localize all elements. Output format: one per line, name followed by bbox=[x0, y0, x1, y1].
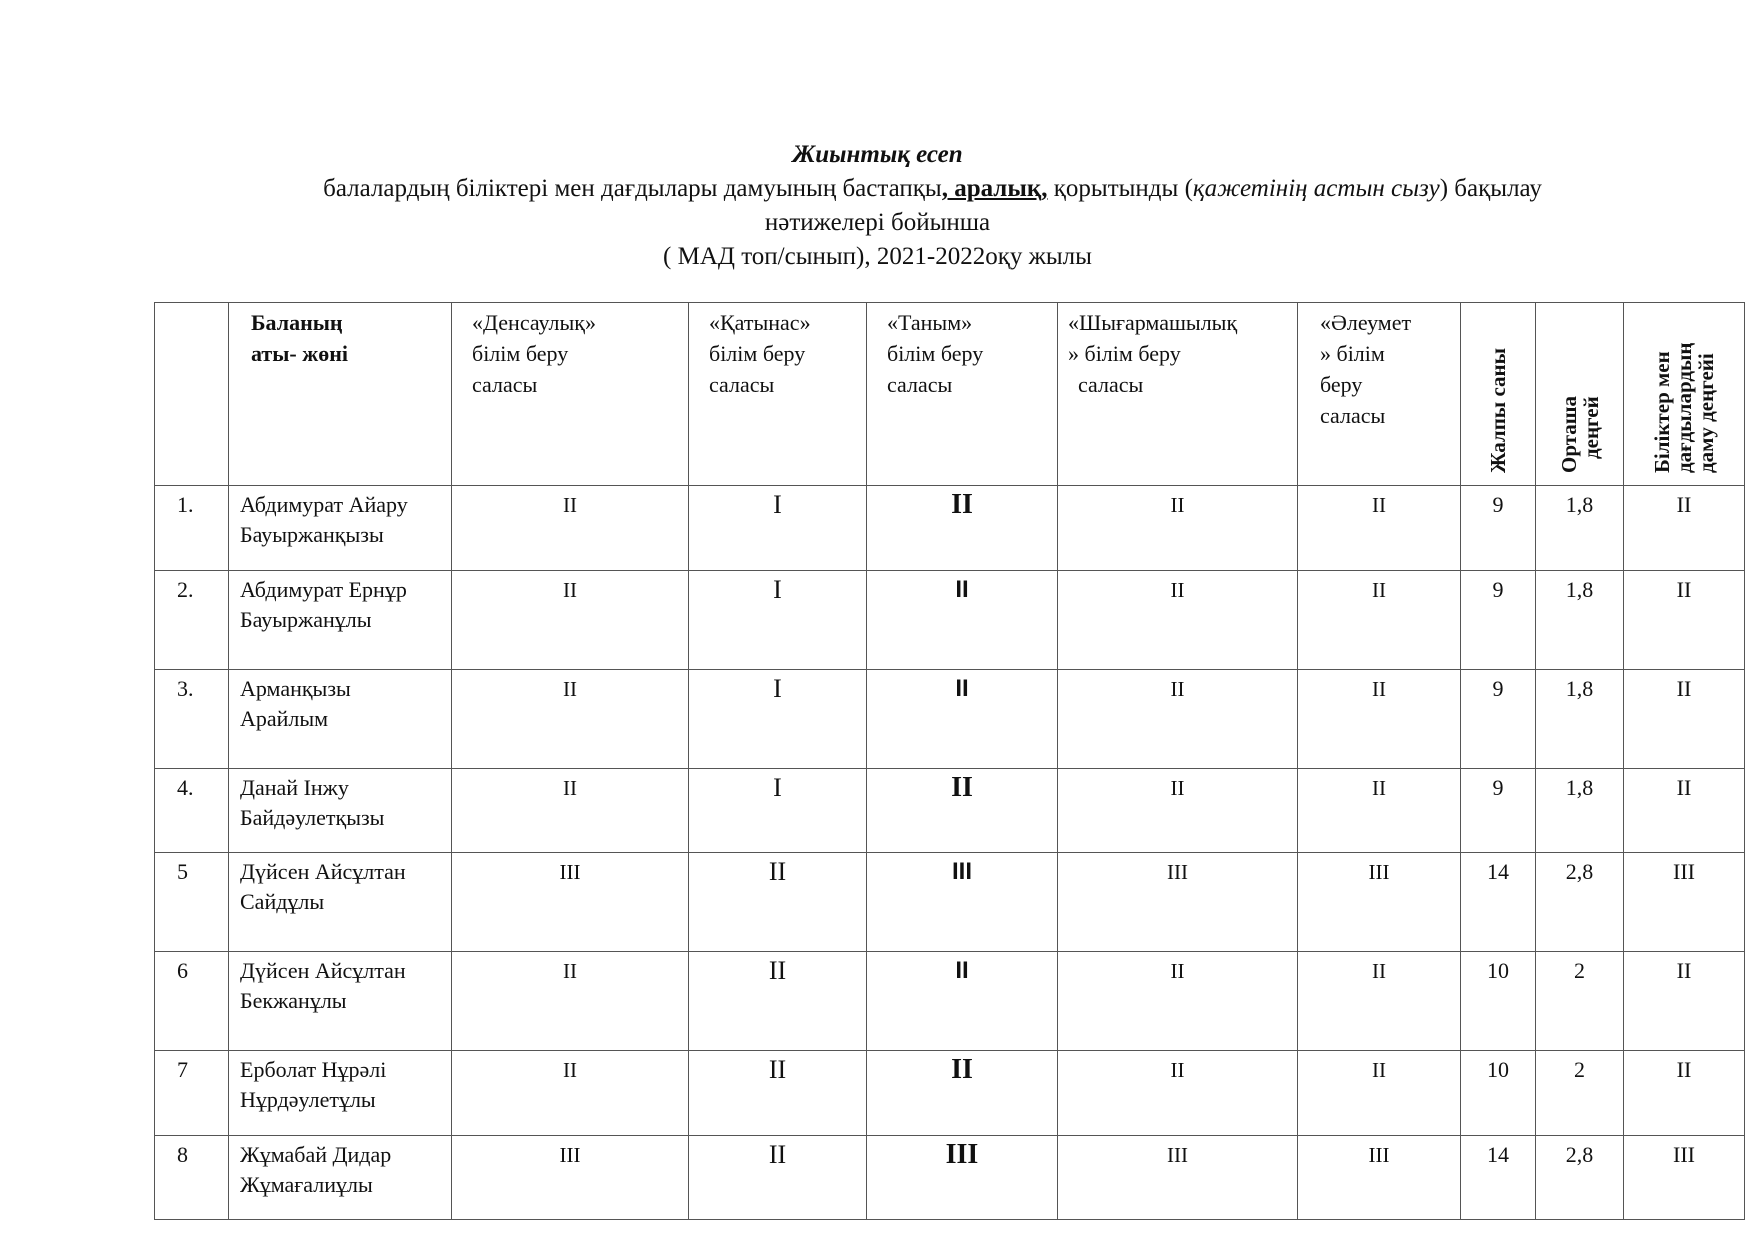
cognition-level: II bbox=[951, 1054, 973, 1085]
child-name-line: Жұмағалиұлы bbox=[240, 1172, 373, 1197]
cognition-level: II bbox=[955, 675, 969, 702]
cell-communication bbox=[689, 853, 867, 952]
cell-number bbox=[155, 952, 229, 1051]
cell-communication bbox=[689, 1136, 867, 1220]
child-name-line: Бауыржанқызы bbox=[240, 522, 384, 547]
cell-average bbox=[1536, 952, 1624, 1051]
social-level: II bbox=[1372, 493, 1386, 517]
table-row bbox=[155, 952, 1745, 1051]
child-name-line: Абдимурат Айару bbox=[240, 492, 408, 517]
cell-number bbox=[155, 853, 229, 952]
creativity-level: III bbox=[1167, 1143, 1188, 1167]
child-name-line: Жұмабай Дидар bbox=[240, 1142, 392, 1167]
development-level: III bbox=[1673, 1142, 1695, 1167]
cell-number bbox=[155, 769, 229, 853]
health-level: II bbox=[563, 1058, 577, 1082]
cell-number bbox=[155, 571, 229, 670]
development-level: II bbox=[1676, 577, 1692, 602]
health-level: II bbox=[563, 578, 577, 602]
cell-number bbox=[155, 1051, 229, 1136]
cell-level bbox=[1624, 571, 1745, 670]
communication-level: II bbox=[768, 857, 787, 886]
header-health bbox=[452, 303, 689, 486]
social-level: III bbox=[1368, 860, 1390, 884]
subtitle-underlined-stage: , аралық, bbox=[941, 175, 1048, 202]
cell-level bbox=[1624, 952, 1745, 1051]
summary-table bbox=[154, 302, 1745, 1220]
cell-total bbox=[1461, 1136, 1536, 1220]
cell-total bbox=[1461, 952, 1536, 1051]
communication-level: II bbox=[768, 1140, 787, 1169]
header-social-line: » білім bbox=[1320, 341, 1385, 366]
average-level: 2,8 bbox=[1565, 859, 1594, 884]
header-creativity-line: » білім беру bbox=[1068, 341, 1181, 366]
row-number: 7 bbox=[177, 1057, 188, 1082]
health-level: II bbox=[563, 959, 577, 983]
header-level-label bbox=[1651, 343, 1717, 473]
table-row bbox=[155, 1051, 1745, 1136]
cell-cognition bbox=[867, 769, 1058, 853]
average-level: 1,8 bbox=[1565, 676, 1594, 701]
social-level: II bbox=[1372, 776, 1386, 800]
cognition-level: III bbox=[951, 858, 972, 885]
header-communication-line: саласы bbox=[709, 372, 775, 397]
header-level-line: даму деңгейі bbox=[1694, 353, 1718, 473]
cell-communication bbox=[689, 571, 867, 670]
cell-creativity bbox=[1058, 571, 1298, 670]
total-score: 10 bbox=[1487, 958, 1509, 983]
cell-cognition bbox=[867, 853, 1058, 952]
average-level: 1,8 bbox=[1565, 492, 1594, 517]
cell-number bbox=[155, 670, 229, 769]
cognition-level: III bbox=[945, 1139, 979, 1170]
average-level: 1,8 bbox=[1565, 775, 1594, 800]
row-number: 5 bbox=[177, 859, 188, 884]
row-number: 1. bbox=[177, 492, 194, 517]
social-level: II bbox=[1372, 1058, 1386, 1082]
cell-number bbox=[155, 486, 229, 571]
table-row bbox=[155, 1136, 1745, 1220]
cell-name bbox=[229, 1051, 452, 1136]
header-communication-line: «Қатынас» bbox=[709, 310, 811, 335]
cell-communication bbox=[689, 670, 867, 769]
total-score: 9 bbox=[1492, 492, 1504, 517]
communication-level: I bbox=[773, 674, 782, 703]
header-average-line: деңгей bbox=[1578, 396, 1603, 459]
cognition-level: II bbox=[951, 772, 973, 803]
header-social bbox=[1298, 303, 1461, 486]
cell-total bbox=[1461, 853, 1536, 952]
average-level: 2 bbox=[1574, 958, 1585, 983]
creativity-level: II bbox=[1170, 1058, 1185, 1082]
child-name-line: Дүйсен Айсұлтан bbox=[240, 958, 406, 983]
child-name-line: Бекжанұлы bbox=[240, 988, 347, 1013]
health-level: II bbox=[563, 776, 577, 800]
header-communication bbox=[689, 303, 867, 486]
cell-average bbox=[1536, 1136, 1624, 1220]
cell-name bbox=[229, 571, 452, 670]
cell-level bbox=[1624, 486, 1745, 571]
child-name-line: Арайлым bbox=[240, 706, 329, 731]
subtitle-part1: балалардың біліктері мен дағдылары дамуының бастапқы bbox=[323, 175, 942, 202]
row-number: 2. bbox=[177, 577, 194, 602]
cell-health bbox=[452, 1051, 689, 1136]
social-level: II bbox=[1372, 578, 1386, 602]
social-level: II bbox=[1372, 959, 1386, 983]
header-social-line: саласы bbox=[1320, 403, 1386, 428]
header-name bbox=[229, 303, 452, 486]
cell-level bbox=[1624, 1136, 1745, 1220]
header-creativity bbox=[1058, 303, 1298, 486]
cell-health bbox=[452, 952, 689, 1051]
cell-name bbox=[229, 486, 452, 571]
health-level: II bbox=[563, 677, 577, 701]
cell-social bbox=[1298, 952, 1461, 1051]
cell-level bbox=[1624, 1051, 1745, 1136]
document-subtitle-line2: нәтижелері бойынша bbox=[764, 209, 991, 236]
child-name-line: Бауыржанұлы bbox=[240, 607, 372, 632]
average-level: 1,8 bbox=[1565, 577, 1594, 602]
cell-total bbox=[1461, 1051, 1536, 1136]
average-level: 2 bbox=[1574, 1057, 1585, 1082]
cell-name bbox=[229, 769, 452, 853]
cell-total bbox=[1461, 769, 1536, 853]
total-score: 14 bbox=[1487, 859, 1509, 884]
child-name-line: Байдәулетқызы bbox=[240, 805, 385, 830]
cell-communication bbox=[689, 769, 867, 853]
row-number: 8 bbox=[177, 1142, 188, 1167]
cell-social bbox=[1298, 571, 1461, 670]
development-level: II bbox=[1676, 492, 1692, 517]
subtitle-part3: қорытынды ( bbox=[1047, 175, 1193, 202]
creativity-level: II bbox=[1170, 493, 1185, 517]
child-name-line: Арманқызы bbox=[240, 676, 351, 701]
child-name-line: Ерболат Нұрәлі bbox=[240, 1057, 387, 1082]
cell-creativity bbox=[1058, 952, 1298, 1051]
row-number: 4. bbox=[177, 775, 194, 800]
header-cognition-line: «Таным» bbox=[887, 310, 973, 335]
document-subtitle bbox=[0, 172, 1755, 206]
communication-level: II bbox=[768, 1055, 787, 1084]
header-cognition bbox=[867, 303, 1058, 486]
cell-total bbox=[1461, 670, 1536, 769]
cell-communication bbox=[689, 952, 867, 1051]
header-average-label bbox=[1558, 396, 1602, 473]
cell-communication bbox=[689, 1051, 867, 1136]
table-row bbox=[155, 670, 1745, 769]
child-name-line: Дүйсен Айсұлтан bbox=[240, 859, 406, 884]
cell-creativity bbox=[1058, 1051, 1298, 1136]
cell-health bbox=[452, 1136, 689, 1220]
header-name-line: Баланың bbox=[251, 310, 343, 335]
cell-health bbox=[452, 853, 689, 952]
header-level-line: Біліктер мен bbox=[1650, 351, 1674, 473]
communication-level: I bbox=[773, 490, 782, 519]
cell-name bbox=[229, 1136, 452, 1220]
header-total-label: Жалпы саны bbox=[1486, 347, 1510, 473]
cognition-level: II bbox=[955, 957, 969, 984]
development-level: III bbox=[1673, 859, 1695, 884]
table-row bbox=[155, 486, 1745, 571]
header-level bbox=[1624, 303, 1745, 486]
development-level: II bbox=[1676, 775, 1692, 800]
document-title-block bbox=[0, 138, 1755, 274]
creativity-level: II bbox=[1170, 959, 1185, 983]
cell-level bbox=[1624, 853, 1745, 952]
cell-name bbox=[229, 853, 452, 952]
total-score: 9 bbox=[1492, 775, 1504, 800]
document-subtitle-line3: ( МАД топ/сынып), 2021-2022оқу жылы bbox=[663, 243, 1092, 270]
cell-health bbox=[452, 571, 689, 670]
document-heading: Жиынтық есеп bbox=[792, 141, 963, 168]
header-social-line: «Әлеумет bbox=[1320, 310, 1412, 335]
row-number: 3. bbox=[177, 676, 194, 701]
cell-creativity bbox=[1058, 769, 1298, 853]
development-level: II bbox=[1676, 1057, 1692, 1082]
header-health-line: «Денсаулық» bbox=[472, 310, 596, 335]
cell-social bbox=[1298, 1051, 1461, 1136]
cell-average bbox=[1536, 769, 1624, 853]
child-name-line: Данай Інжу bbox=[240, 775, 349, 800]
creativity-level: II bbox=[1170, 776, 1185, 800]
header-average-line: Орташа bbox=[1556, 395, 1581, 473]
communication-level: I bbox=[773, 575, 782, 604]
child-name-line: Абдимурат Ернұр bbox=[240, 577, 407, 602]
table-row bbox=[155, 853, 1745, 952]
cell-cognition bbox=[867, 486, 1058, 571]
cognition-level: II bbox=[951, 489, 973, 520]
cell-social bbox=[1298, 486, 1461, 571]
cell-social bbox=[1298, 670, 1461, 769]
subtitle-italic-note: қажетінің астын сызу bbox=[1192, 175, 1440, 202]
cell-level bbox=[1624, 670, 1745, 769]
cell-average bbox=[1536, 1051, 1624, 1136]
header-communication-line: білім беру bbox=[709, 341, 806, 366]
health-level: III bbox=[559, 860, 581, 884]
cell-cognition bbox=[867, 670, 1058, 769]
cell-name bbox=[229, 952, 452, 1051]
cell-creativity bbox=[1058, 486, 1298, 571]
cell-total bbox=[1461, 571, 1536, 670]
cell-cognition bbox=[867, 952, 1058, 1051]
header-number bbox=[155, 303, 229, 486]
cell-health bbox=[452, 769, 689, 853]
row-number: 6 bbox=[177, 958, 188, 983]
cell-average bbox=[1536, 486, 1624, 571]
header-health-line: білім беру bbox=[472, 341, 569, 366]
cell-health bbox=[452, 670, 689, 769]
development-level: II bbox=[1676, 676, 1692, 701]
cognition-level: II bbox=[955, 576, 969, 603]
header-total bbox=[1461, 303, 1536, 486]
header-level-line: дағдылардың bbox=[1672, 342, 1696, 473]
health-level: II bbox=[563, 493, 577, 517]
cell-average bbox=[1536, 670, 1624, 769]
table-row bbox=[155, 769, 1745, 853]
total-score: 9 bbox=[1492, 676, 1504, 701]
health-level: III bbox=[559, 1143, 581, 1167]
header-name-line: аты- жөні bbox=[251, 341, 348, 366]
creativity-level: III bbox=[1167, 860, 1188, 884]
cell-social bbox=[1298, 769, 1461, 853]
cell-communication bbox=[689, 486, 867, 571]
cell-total bbox=[1461, 486, 1536, 571]
table-row bbox=[155, 571, 1745, 670]
cell-cognition bbox=[867, 1136, 1058, 1220]
cell-average bbox=[1536, 853, 1624, 952]
subtitle-part5: ) бақылау bbox=[1439, 175, 1542, 202]
cell-average bbox=[1536, 571, 1624, 670]
header-average bbox=[1536, 303, 1624, 486]
child-name-line: Нұрдәулетұлы bbox=[240, 1087, 376, 1112]
cell-creativity bbox=[1058, 1136, 1298, 1220]
creativity-level: II bbox=[1170, 578, 1185, 602]
header-creativity-line: «Шығармашылық bbox=[1068, 310, 1238, 335]
total-score: 14 bbox=[1487, 1142, 1509, 1167]
average-level: 2,8 bbox=[1565, 1142, 1594, 1167]
header-health-line: саласы bbox=[472, 372, 538, 397]
header-social-line: беру bbox=[1320, 372, 1363, 397]
cell-cognition bbox=[867, 571, 1058, 670]
creativity-level: II bbox=[1170, 677, 1185, 701]
cell-creativity bbox=[1058, 670, 1298, 769]
total-score: 9 bbox=[1492, 577, 1504, 602]
social-level: III bbox=[1368, 1143, 1390, 1167]
cell-number bbox=[155, 1136, 229, 1220]
social-level: II bbox=[1372, 677, 1386, 701]
communication-level: I bbox=[773, 773, 782, 802]
child-name-line: Сайдұлы bbox=[240, 889, 325, 914]
cell-level bbox=[1624, 769, 1745, 853]
cell-name bbox=[229, 670, 452, 769]
cell-cognition bbox=[867, 1051, 1058, 1136]
cell-social bbox=[1298, 853, 1461, 952]
development-level: II bbox=[1676, 958, 1692, 983]
header-cognition-line: саласы bbox=[887, 372, 953, 397]
table-header-row bbox=[155, 303, 1745, 486]
communication-level: II bbox=[768, 956, 787, 985]
cell-social bbox=[1298, 1136, 1461, 1220]
header-cognition-line: білім беру bbox=[887, 341, 984, 366]
header-creativity-line: саласы bbox=[1078, 372, 1144, 397]
total-score: 10 bbox=[1487, 1057, 1509, 1082]
cell-creativity bbox=[1058, 853, 1298, 952]
cell-health bbox=[452, 486, 689, 571]
